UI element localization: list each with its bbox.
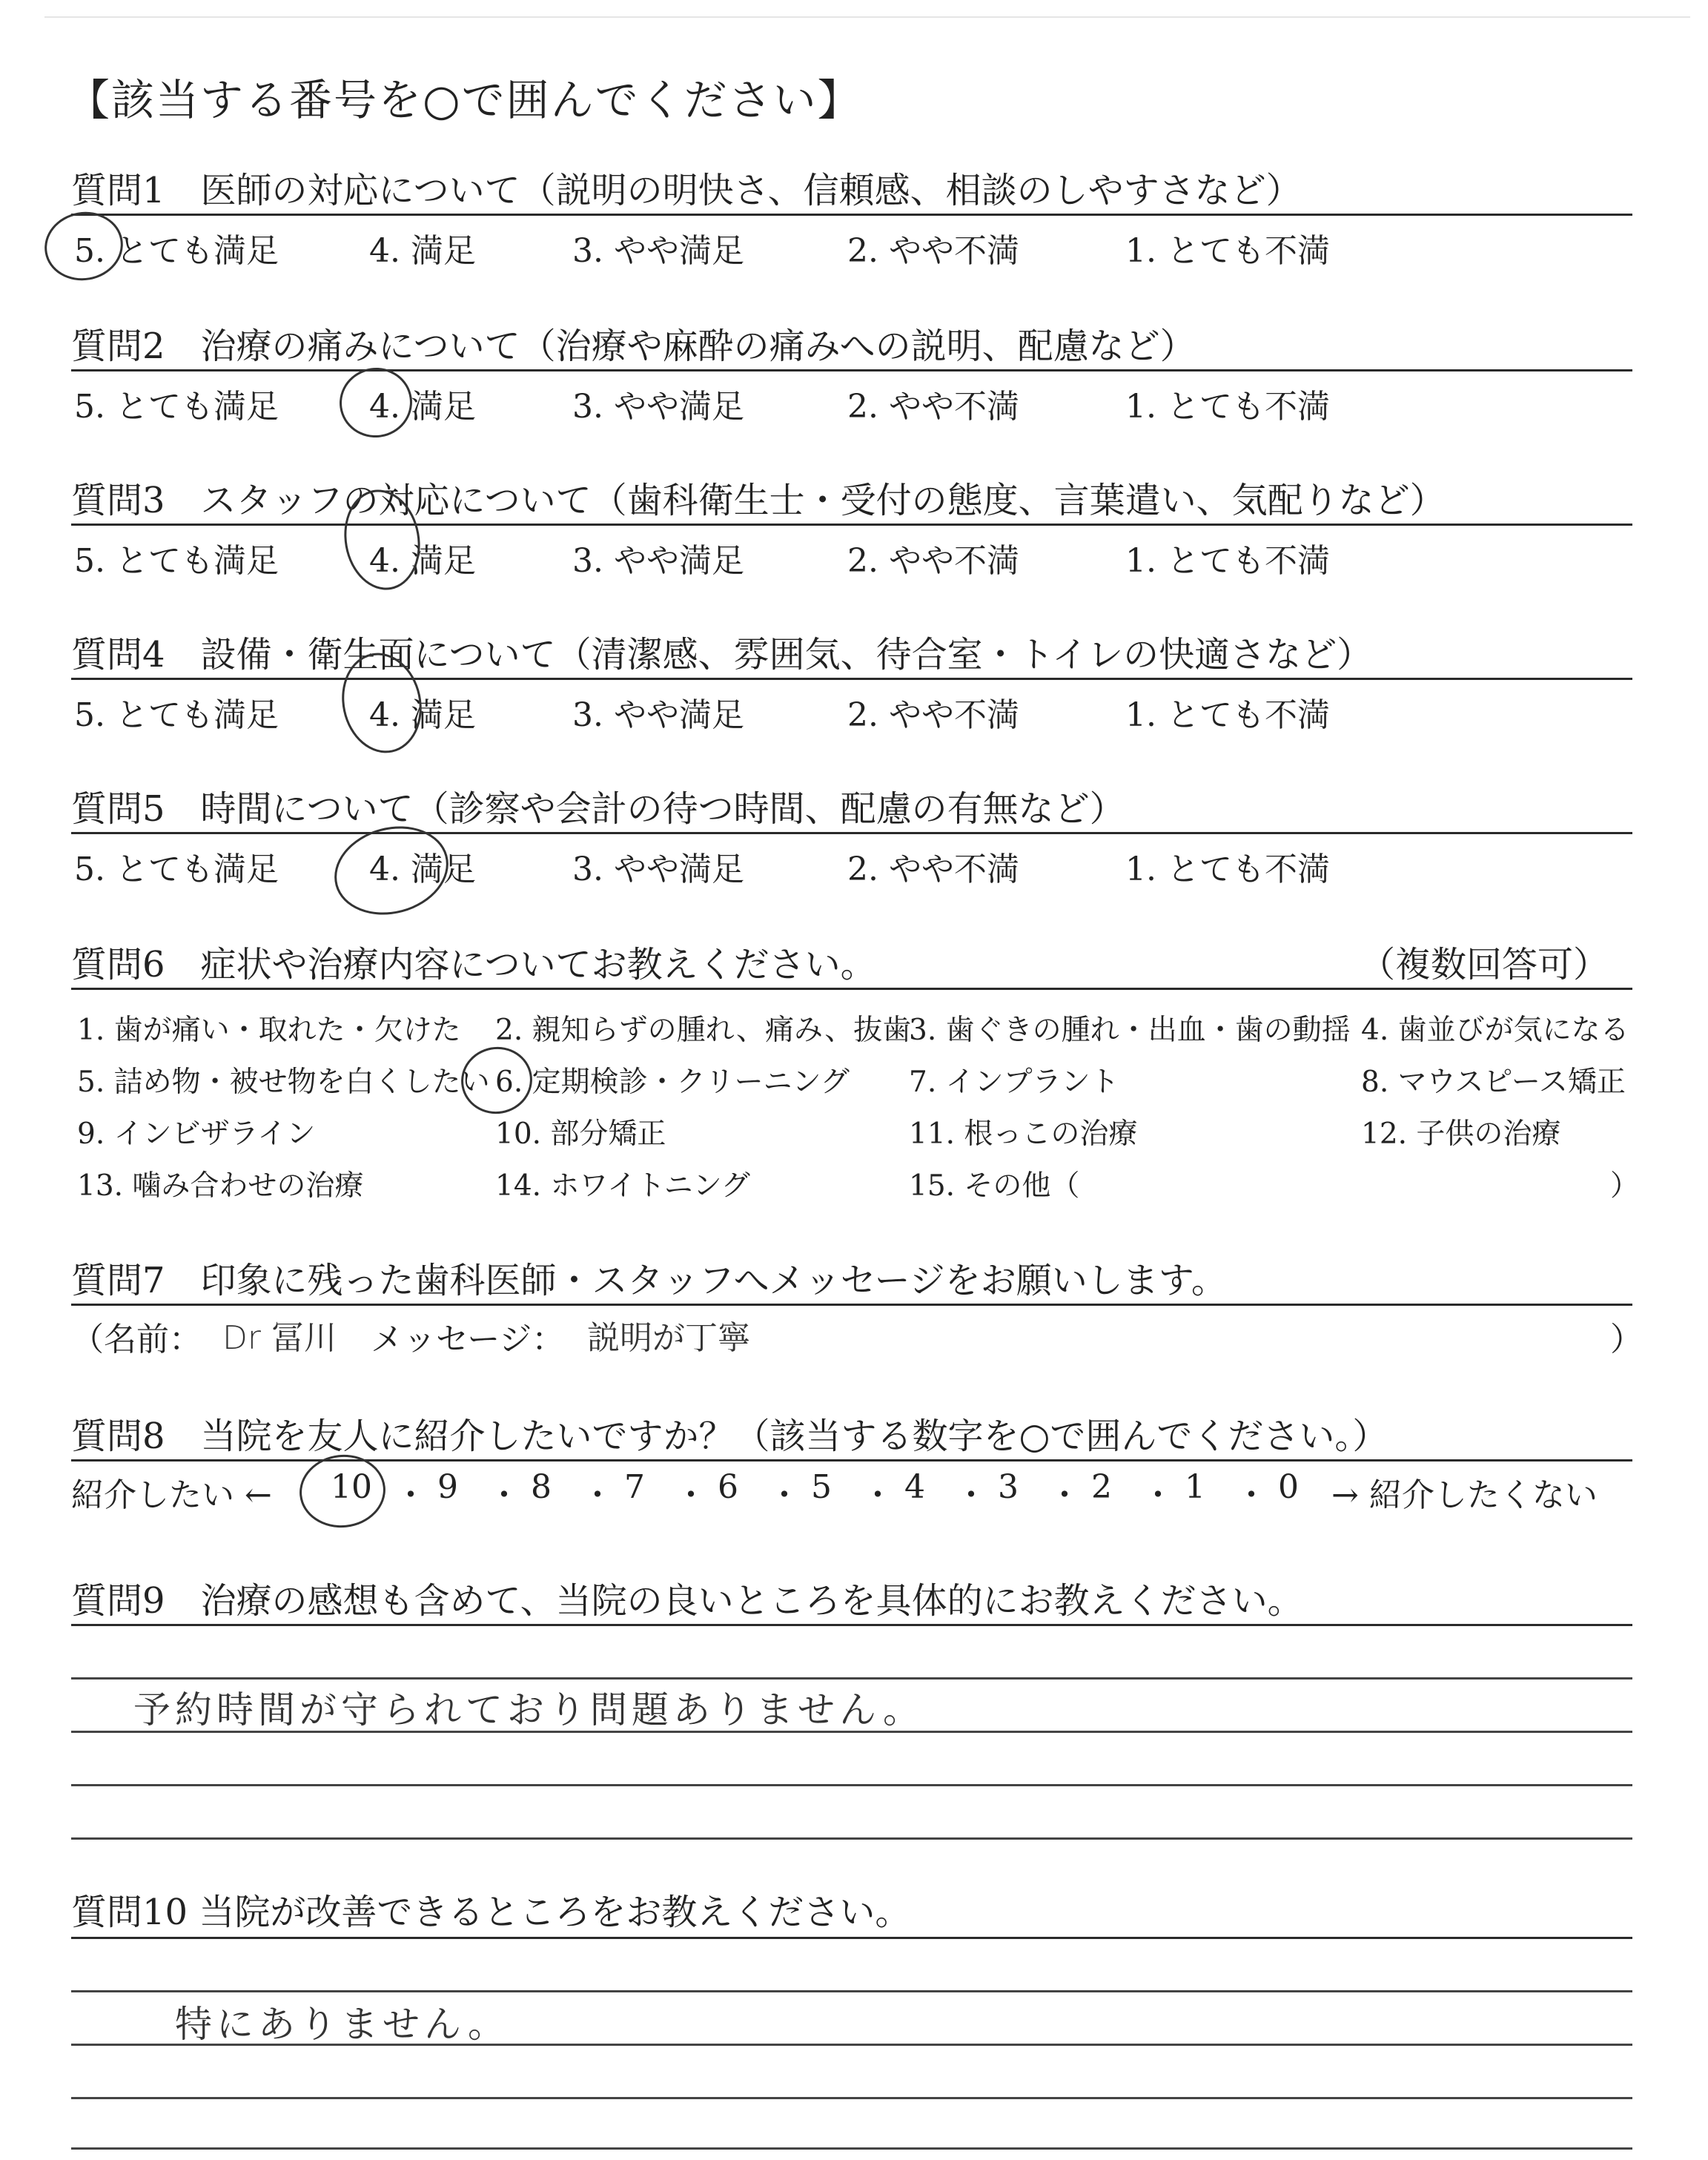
improvement-handwritten: 特にありません。 xyxy=(175,2003,509,2046)
question-6-title: 質問6 症状や治療内容についてお教えください。 xyxy=(71,944,876,985)
option-2[interactable]: 2. やや不満 xyxy=(847,696,1019,734)
question-8-title: 質問8 当院を友人に紹介したいですか？（該当する数字を○で囲んでください。） xyxy=(71,1416,1388,1457)
symptom-option[interactable]: 12. 子供の治療 xyxy=(1361,1117,1561,1151)
question-1-title: 質問1 医師の対応について（説明の明快さ、信頼感、相談のしやすさなど） xyxy=(71,170,1302,211)
symptom-option[interactable]: 4. 歯並びが気になる xyxy=(1361,1014,1629,1047)
scale-value[interactable]: 7 xyxy=(624,1468,645,1506)
scale-value[interactable]: 3 xyxy=(998,1468,1019,1506)
scale-value[interactable]: 0 xyxy=(1278,1468,1299,1506)
scale-separator: ・ xyxy=(1142,1476,1174,1514)
divider xyxy=(71,1459,1632,1462)
answer-line xyxy=(71,1677,1632,1680)
scale-separator: ・ xyxy=(488,1476,520,1514)
scale-value[interactable]: 6 xyxy=(718,1468,738,1506)
option-1[interactable]: 1. とても不満 xyxy=(1125,542,1330,580)
question-9-title: 質問9 治療の感想も含めて、当院の良いところを具体的にお教えください。 xyxy=(71,1580,1303,1622)
option-1[interactable]: 1. とても不満 xyxy=(1125,232,1330,270)
answer-line xyxy=(71,2147,1632,2150)
symptom-option[interactable]: 1. 歯が痛い・取れた・欠けた xyxy=(77,1014,461,1047)
scale-value[interactable]: 5 xyxy=(811,1468,832,1506)
scale-value[interactable]: 10 xyxy=(331,1468,372,1506)
scale-value[interactable]: 4 xyxy=(904,1468,925,1506)
option-2[interactable]: 2. やや不満 xyxy=(847,232,1019,270)
option-2[interactable]: 2. やや不満 xyxy=(847,542,1019,580)
scale-separator: ・ xyxy=(861,1476,894,1514)
divider xyxy=(71,832,1632,834)
answer-line xyxy=(71,1990,1632,1992)
option-4[interactable]: 4. 満足 xyxy=(369,542,476,580)
answer-line xyxy=(71,2097,1632,2099)
form-heading: 【該当する番号を○で囲んでください】 xyxy=(67,75,862,125)
symptom-option[interactable]: 2. 親知らずの腫れ、痛み、抜歯 xyxy=(495,1014,912,1047)
question-2-title: 質問2 治療の痛みについて（治療や麻酔の痛みへの説明、配慮など） xyxy=(71,326,1196,367)
symptom-option[interactable]: 11. 根っこの治療 xyxy=(909,1117,1138,1151)
symptom-option[interactable]: 7. インプラント xyxy=(909,1066,1119,1099)
message-label: メッセージ： xyxy=(371,1321,565,1358)
message-close-paren: ） xyxy=(1610,1321,1643,1358)
message-handwritten: 説明が丁寧 xyxy=(587,1319,750,1357)
option-2[interactable]: 2. やや不満 xyxy=(847,388,1019,426)
scale-value[interactable]: 1 xyxy=(1185,1468,1205,1506)
option-4[interactable]: 4. 満足 xyxy=(369,388,476,426)
option-4[interactable]: 4. 満足 xyxy=(369,851,476,888)
multiple-answers-note: （複数回答可） xyxy=(1360,944,1609,985)
scan-top-edge xyxy=(44,16,1690,18)
option-5[interactable]: 5. とても満足 xyxy=(74,388,279,426)
divider xyxy=(71,1304,1632,1306)
scale-separator: ・ xyxy=(581,1476,614,1514)
question-4-title: 質問4 設備・衛生面について（清潔感、雰囲気、待合室・トイレの快適さなど） xyxy=(71,634,1373,676)
symptom-option[interactable]: 8. マウスピース矯正 xyxy=(1361,1066,1626,1099)
divider xyxy=(71,988,1632,990)
option-1[interactable]: 1. とても不満 xyxy=(1125,851,1330,888)
scale-separator: ・ xyxy=(1235,1476,1268,1514)
option-1[interactable]: 1. とても不満 xyxy=(1125,696,1330,734)
divider xyxy=(71,524,1632,526)
selection-circle xyxy=(39,205,128,286)
other-close-paren: ） xyxy=(1610,1169,1640,1203)
scale-separator: ・ xyxy=(768,1476,801,1514)
question-10-title: 質問10 当院が改善できるところをお教えください。 xyxy=(71,1892,911,1933)
option-3[interactable]: 3. やや満足 xyxy=(572,232,744,270)
symptom-option[interactable]: 15. その他（ xyxy=(909,1169,1080,1203)
option-4[interactable]: 4. 満足 xyxy=(369,232,476,270)
scale-value[interactable]: 2 xyxy=(1091,1468,1112,1506)
name-label: （名前： xyxy=(71,1321,202,1358)
symptom-option[interactable]: 3. 歯ぐきの腫れ・出血・歯の動揺 xyxy=(909,1014,1351,1047)
symptom-option[interactable]: 9. インビザライン xyxy=(77,1117,316,1151)
option-3[interactable]: 3. やや満足 xyxy=(572,542,744,580)
option-5[interactable]: 5. とても満足 xyxy=(74,232,279,270)
scale-value[interactable]: 8 xyxy=(531,1468,552,1506)
symptom-option[interactable]: 14. ホワイトニング xyxy=(495,1169,750,1203)
scale-separator: ・ xyxy=(394,1476,427,1514)
option-5[interactable]: 5. とても満足 xyxy=(74,696,279,734)
scale-separator: ・ xyxy=(675,1476,707,1514)
symptom-option[interactable]: 5. 詰め物・被せ物を白くしたい xyxy=(77,1066,490,1099)
good-points-handwritten: 予約時間が守られており問題ありません。 xyxy=(133,1688,924,1731)
divider xyxy=(71,214,1632,216)
answer-line xyxy=(71,1837,1632,1840)
divider xyxy=(71,678,1632,680)
divider xyxy=(71,1937,1632,1939)
option-2[interactable]: 2. やや不満 xyxy=(847,851,1019,888)
option-1[interactable]: 1. とても不満 xyxy=(1125,388,1330,426)
recommend-right-label: → 紹介したくない xyxy=(1331,1476,1598,1514)
question-5-title: 質問5 時間について（診察や会計の待つ時間、配慮の有無など） xyxy=(71,788,1125,830)
recommend-left-label: 紹介したい ← xyxy=(71,1476,272,1514)
scale-separator: ・ xyxy=(955,1476,987,1514)
question-3-title: 質問3 スタッフの対応について（歯科衛生士・受付の態度、言葉遣い、気配りなど） xyxy=(71,480,1446,521)
divider xyxy=(71,369,1632,371)
answer-line xyxy=(71,1784,1632,1786)
symptom-option[interactable]: 13. 噛み合わせの治療 xyxy=(77,1169,364,1203)
symptom-option[interactable]: 6. 定期検診・クリーニング xyxy=(495,1066,850,1099)
scale-value[interactable]: 9 xyxy=(437,1468,458,1506)
name-handwritten: Dr 冨川 xyxy=(222,1319,337,1357)
option-3[interactable]: 3. やや満足 xyxy=(572,696,744,734)
symptom-option[interactable]: 10. 部分矯正 xyxy=(495,1117,666,1151)
option-3[interactable]: 3. やや満足 xyxy=(572,388,744,426)
divider xyxy=(71,1624,1632,1626)
scale-separator: ・ xyxy=(1048,1476,1081,1514)
selection-circle xyxy=(456,1041,537,1119)
question-7-title: 質問7 印象に残った歯科医師・スタッフへメッセージをお願いします。 xyxy=(71,1260,1227,1301)
option-5[interactable]: 5. とても満足 xyxy=(74,542,279,580)
selection-circle xyxy=(296,1450,389,1532)
option-4[interactable]: 4. 満足 xyxy=(369,696,476,734)
selection-circle xyxy=(335,363,417,443)
option-3[interactable]: 3. やや満足 xyxy=(572,851,744,888)
option-5[interactable]: 5. とても満足 xyxy=(74,851,279,888)
